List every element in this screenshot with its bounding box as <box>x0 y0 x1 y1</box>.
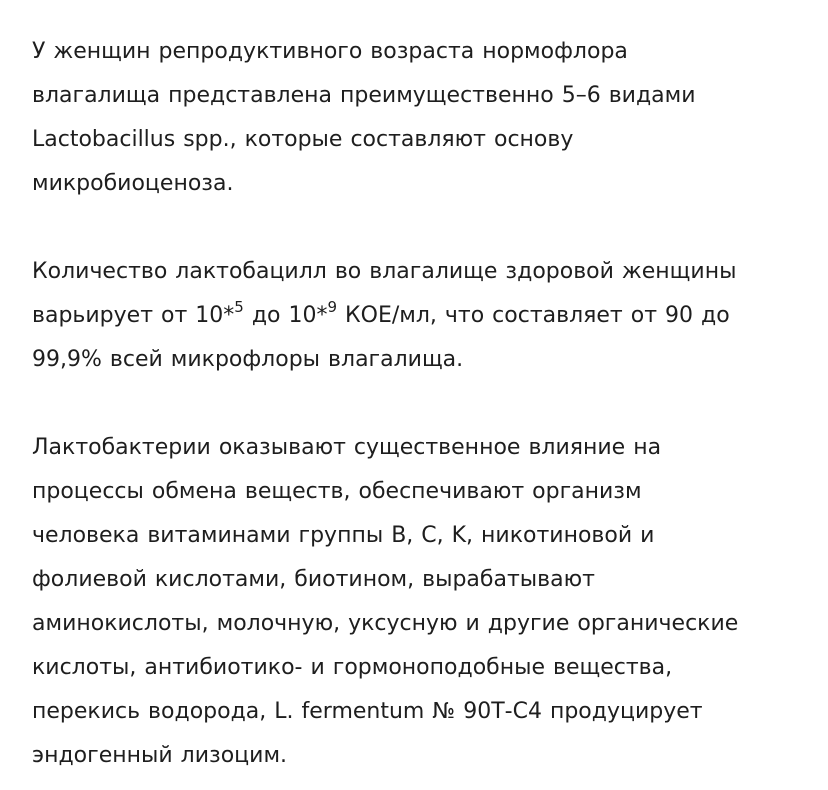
exponent: 5 <box>234 298 244 316</box>
text-line: процессы обмена веществ, обеспечивают организм <box>32 479 642 504</box>
text-line: перекись водорода, L. fermentum № 90Т-С4 продуцирует <box>32 699 703 724</box>
text-line: Lactobacillus spp., которые составляют основу <box>32 127 574 152</box>
exponent: 9 <box>327 298 338 316</box>
text-line: фолиевой кислотами, биотином, вырабатывают <box>32 567 595 592</box>
text-line: 99,9% всей микрофлоры влагалища. <box>32 347 464 372</box>
text-line: микробиоценоза. <box>32 171 234 196</box>
text-segment: до 10* <box>243 303 328 328</box>
paragraph-lactobacilli-count <box>32 250 812 382</box>
text-segment: КОЕ/мл, что составляет от 90 до <box>337 303 730 328</box>
paragraph-lactobacteria-effects <box>32 426 812 778</box>
text-segment: варьирует от 10* <box>32 303 235 328</box>
text-line: Количество лактобацилл во влагалище здоровой женщины <box>32 259 737 284</box>
text-line-with-exponents <box>32 294 812 338</box>
text-line: эндогенный лизоцим. <box>32 743 288 768</box>
article-body <box>32 30 812 778</box>
text-line: влагалища представлена преимущественно 5–6 видами <box>32 83 696 108</box>
text-line: Лактобактерии оказывают существенное влияние на <box>32 435 662 460</box>
paragraph-normoflora <box>32 30 812 206</box>
text-line: человека витаминами группы B, C, K, никотиновой и <box>32 523 655 548</box>
text-line: аминокислоты, молочную, уксусную и другие органические <box>32 611 739 636</box>
text-line: кислоты, антибиотико- и гормоноподобные вещества, <box>32 655 673 680</box>
text-line: У женщин репродуктивного возраста нормофлора <box>32 39 628 64</box>
